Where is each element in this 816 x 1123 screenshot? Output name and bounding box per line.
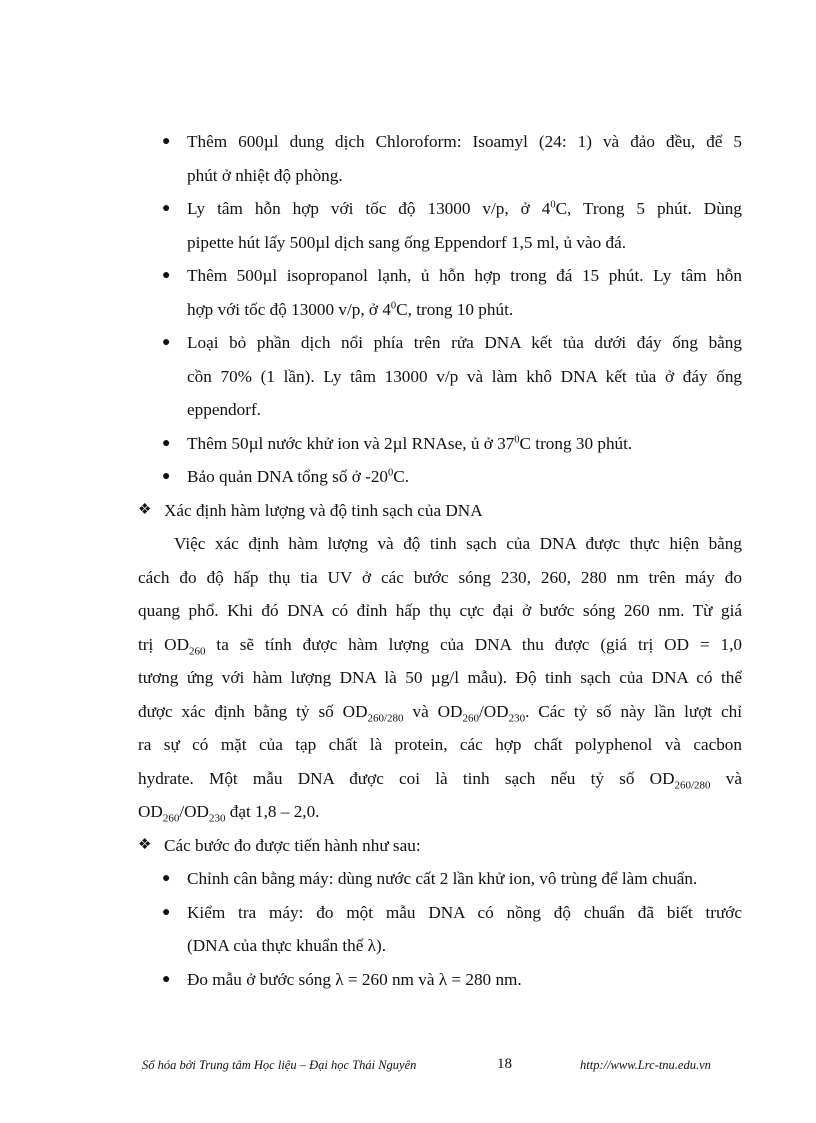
supscript: 0 (514, 433, 520, 445)
diamond-bullet-icon: ❖ (138, 501, 152, 518)
text-run: ta sẽ tính được hàm lượng của DNA thu được (giá trị OD = 1,0 (205, 634, 742, 654)
footer-source: Số hóa bởi Trung tâm Học liệu – Đại học Thái Nguyên (142, 1058, 417, 1072)
text-line (138, 661, 742, 695)
text-line (187, 259, 742, 293)
bullet-dot-icon: ● (162, 134, 171, 149)
text-run: và OD (403, 701, 463, 721)
page-footer (0, 1058, 816, 1082)
text-run: trị OD (138, 634, 190, 654)
text-line (138, 728, 742, 762)
bullet-dot-icon: ● (162, 435, 171, 451)
text-run: C trong 30 phút. (519, 433, 633, 453)
text-run: hợp với tốc độ 13000 v/p, ở 4 (187, 299, 391, 319)
text-run: được xác định bằng tỷ số OD (138, 701, 368, 721)
bullet-dot-icon: ● (162, 971, 171, 987)
heading-text: Các bước đo được tiến hành như sau: (164, 835, 421, 855)
text-run: OD (138, 802, 163, 821)
supscript: 0 (388, 467, 394, 479)
text-line (187, 226, 742, 260)
bullet-item (138, 896, 742, 963)
text-run: Loại bỏ phần dịch nổi phía trên rửa DNA kết tủa dưới đáy ống bằng (187, 333, 742, 352)
text-run: và (710, 768, 742, 788)
text-line (138, 527, 742, 561)
text-run: cồn 70% (1 lần). Ly tâm 13000 v/p và làm khô DNA kết tủa ở đáy ống (187, 366, 742, 386)
page-body (138, 125, 742, 996)
supscript: 0 (550, 199, 556, 211)
subscript: 260 (462, 711, 479, 724)
text-run: (DNA của thực khuẩn thể λ). (187, 936, 387, 955)
bullet-dot-icon: ● (162, 268, 171, 283)
text-run: /OD (478, 701, 509, 721)
bullet-item (138, 963, 742, 997)
text-run: quang phổ. Khi đó DNA có đỉnh hấp thụ cực đại ở bước sóng 260 nm. Từ giá (138, 601, 742, 620)
text-run: ra sự có mặt của tạp chất là protein, các hợp chất polyphenol và cacbon (138, 735, 742, 754)
text-run: C, Trong 5 phút. Dùng (555, 199, 742, 218)
bullet-item (138, 326, 742, 427)
bullet-dot-icon: ● (162, 335, 171, 350)
text-run: hydrate. Một mẫu DNA được coi là tinh sạch nếu tỷ số OD (138, 768, 675, 788)
text-run: Việc xác định hàm lượng và độ tinh sạch của DNA được thực hiện bằng (174, 534, 742, 553)
text-line (187, 293, 742, 327)
text-line (138, 561, 742, 595)
bullet-item (138, 427, 742, 461)
text-run: đạt 1,8 – 2,0. (225, 802, 320, 821)
text-run: . Các tỷ số này lần lượt chỉ (525, 701, 742, 721)
text-line (187, 862, 742, 896)
text-line (187, 427, 742, 461)
text-line (187, 360, 742, 394)
text-line (187, 326, 742, 360)
heading-text: Xác định hàm lượng và độ tinh sạch của DNA (164, 500, 483, 520)
subscript: 230 (508, 711, 526, 724)
page-number: 18 (497, 1056, 512, 1072)
footer-url[interactable]: http://www.Lrc-tnu.edu.vn (580, 1058, 711, 1072)
text-line (138, 795, 742, 829)
text-line (187, 460, 742, 494)
subscript: 260/280 (367, 711, 404, 724)
text-line (187, 159, 742, 193)
bullet-dot-icon: ● (162, 904, 171, 920)
text-run: Bảo quản DNA tổng số ở -20 (187, 467, 389, 486)
text-line (187, 393, 742, 427)
bullet-item (138, 862, 742, 896)
text-run: Đo mẫu ở bước sóng λ = 260 nm và λ = 280 nm. (187, 969, 522, 989)
text-run: Thêm 600µl dung dịch Chloroform: Isoamyl (24: 1) và đảo đều, để 5 (187, 132, 742, 151)
subscript: 230 (208, 812, 226, 825)
text-run: Thêm 50µl nước khử ion và 2µl RNAse, ủ ở 37 (187, 433, 515, 453)
bullet-item (138, 125, 742, 192)
subscript: 260 (162, 812, 180, 825)
subscript: 260/280 (674, 778, 711, 791)
text-line (138, 594, 742, 628)
text-run: C, trong 10 phút. (396, 299, 514, 319)
diamond-bullet-icon: ❖ (138, 836, 152, 853)
text-line (187, 929, 742, 963)
text-run: Thêm 500µl isopropanol lạnh, ủ hỗn hợp trong đá 15 phút. Ly tâm hỗn (187, 266, 742, 285)
bullet-dot-icon: ● (162, 469, 171, 484)
text-run: /OD (179, 802, 209, 821)
bullet-item (138, 192, 742, 259)
subscript: 260 (189, 644, 206, 657)
text-line (138, 762, 742, 796)
text-run: C. (393, 467, 410, 486)
bullet-list-procedure (138, 125, 742, 494)
text-run: cách đo độ hấp thụ tia UV ở các bước sóng 230, 260, 280 nm trên máy đo (138, 567, 742, 587)
text-line (138, 628, 742, 662)
text-line (187, 896, 742, 930)
text-line (187, 192, 742, 226)
section-heading-dna-purity (138, 494, 742, 528)
bullet-item (138, 259, 742, 326)
text-line (187, 125, 742, 159)
text-run: phút ở nhiệt độ phòng. (187, 165, 343, 185)
supscript: 0 (390, 299, 397, 311)
bullet-dot-icon: ● (162, 871, 171, 886)
paragraph-dna-measurement (138, 527, 742, 829)
text-run: eppendorf. (187, 400, 261, 419)
text-run: pipette hút lấy 500µl dịch sang ống Eppendorf 1,5 ml, ủ vào đá. (187, 232, 627, 252)
text-line (138, 695, 742, 729)
bullet-item (138, 460, 742, 494)
bullet-dot-icon: ● (162, 201, 171, 216)
section-heading-measurement-steps (138, 829, 742, 863)
text-line (187, 963, 742, 997)
text-run: Chỉnh cân bằng máy: dùng nước cất 2 lần khử ion, vô trùng để làm chuẩn. (187, 869, 698, 888)
text-run: Ly tâm hỗn hợp với tốc độ 13000 v/p, ở 4 (187, 199, 551, 218)
bullet-list-measurement-steps (138, 862, 742, 996)
text-run: tương ứng với hàm lượng DNA là 50 µg/l mẫu). Độ tinh sạch của DNA có thể (138, 668, 742, 687)
text-run: Kiểm tra máy: đo một mẫu DNA có nồng độ chuẩn đã biết trước (187, 902, 742, 922)
